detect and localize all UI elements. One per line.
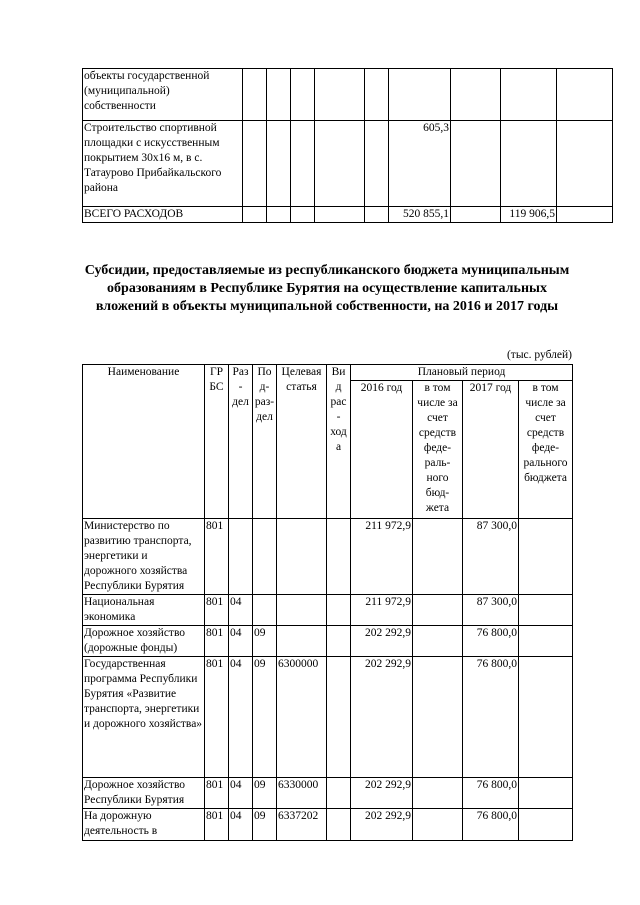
value-fed-2017 (557, 69, 613, 121)
value-fed-2017 (519, 809, 573, 841)
row-podrazdel: 09 (253, 626, 277, 657)
row-csr: 6337202 (277, 809, 327, 841)
header-razdel: Раз - дел (229, 365, 253, 519)
row-grbs: 801 (205, 519, 229, 595)
budget-table-continued (82, 68, 613, 223)
value-fed-2016 (413, 778, 463, 809)
row-csr: 6300000 (277, 657, 327, 778)
value-fed-2016 (413, 519, 463, 595)
row-csr (277, 519, 327, 595)
row-vr (327, 595, 351, 626)
value-fed-2017 (519, 626, 573, 657)
value-fed-2017 (519, 595, 573, 626)
value-fed-2017 (519, 657, 573, 778)
row-grbs: 801 (205, 595, 229, 626)
value-fed-2016 (451, 69, 501, 121)
row-podrazdel: 09 (253, 809, 277, 841)
value-2017: 76 800,0 (463, 626, 519, 657)
value-fed-2016 (413, 595, 463, 626)
value-fed-2016 (413, 809, 463, 841)
value-fed-2016 (451, 207, 501, 223)
value-2016: 520 855,1 (389, 207, 451, 223)
header-name: Наименование (83, 365, 205, 519)
value-2016: 202 292,9 (351, 626, 413, 657)
row-name: Дорожное хозяйство Республики Бурятия (83, 778, 205, 809)
row-vr (327, 778, 351, 809)
value-2016: 211 972,9 (351, 519, 413, 595)
row-name: Министерство по развитию транспорта, энергетики и дорожного хозяйства Республики Бурятия (83, 519, 205, 595)
value-fed-2017 (557, 207, 613, 223)
row-grbs: 801 (205, 809, 229, 841)
header-vr: Ви д рас - ход а (327, 365, 351, 519)
table-row (83, 657, 573, 778)
row-csr: 6330000 (277, 778, 327, 809)
table-row (83, 595, 573, 626)
row-name: Строительство спортивной площадки с искусственным покрытием 30х16 м, в с. Татаурово Прибайкальского района (83, 121, 243, 207)
row-podrazdel: 09 (253, 657, 277, 778)
value-fed-2017 (557, 121, 613, 207)
value-2016 (389, 69, 451, 121)
row-name: Национальная экономика (83, 595, 205, 626)
row-csr (277, 626, 327, 657)
value-2017: 76 800,0 (463, 778, 519, 809)
row-razdel: 04 (229, 657, 253, 778)
row-podrazdel (253, 595, 277, 626)
table-header-row (83, 365, 573, 381)
header-period: Плановый период (351, 365, 573, 381)
value-2017: 76 800,0 (463, 657, 519, 778)
row-podrazdel: 09 (253, 778, 277, 809)
header-fed-2017: в том числе за счет средств феде- рального бюджета (519, 381, 573, 519)
table-row (83, 809, 573, 841)
row-name: объекты государственной (муниципальной) собственности (83, 69, 243, 121)
value-2016: 202 292,9 (351, 657, 413, 778)
row-razdel (229, 519, 253, 595)
row-name: ВСЕГО РАСХОДОВ (83, 207, 243, 223)
value-2017: 87 300,0 (463, 519, 519, 595)
unit-label: (тыс. рублей) (506, 349, 572, 361)
value-fed-2016 (413, 657, 463, 778)
header-2017: 2017 год (463, 381, 519, 519)
row-razdel: 04 (229, 778, 253, 809)
header-fed-2016: в том числе за счет средств феде- раль- ного бюд- жета (413, 381, 463, 519)
row-name: На дорожную деятельность в (83, 809, 205, 841)
header-2016: 2016 год (351, 381, 413, 519)
table-row (83, 519, 573, 595)
row-csr (277, 595, 327, 626)
row-razdel: 04 (229, 595, 253, 626)
row-vr (327, 657, 351, 778)
value-2017 (501, 121, 557, 207)
row-vr (327, 519, 351, 595)
row-razdel: 04 (229, 809, 253, 841)
value-2017: 119 906,5 (501, 207, 557, 223)
value-fed-2016 (451, 121, 501, 207)
table-row (83, 121, 613, 207)
header-podrazdel: По д- раз- дел (253, 365, 277, 519)
value-2017: 76 800,0 (463, 809, 519, 841)
subsidies-table (82, 364, 573, 841)
value-2016: 605,3 (389, 121, 451, 207)
value-2017: 87 300,0 (463, 595, 519, 626)
table-row (83, 69, 613, 121)
row-vr (327, 809, 351, 841)
row-razdel: 04 (229, 626, 253, 657)
row-grbs: 801 (205, 657, 229, 778)
row-grbs: 801 (205, 626, 229, 657)
table-row-total (83, 207, 613, 223)
header-csr: Целевая статья (277, 365, 327, 519)
value-2016: 202 292,9 (351, 778, 413, 809)
table-row (83, 778, 573, 809)
row-podrazdel (253, 519, 277, 595)
value-fed-2017 (519, 519, 573, 595)
row-vr (327, 626, 351, 657)
value-fed-2016 (413, 626, 463, 657)
table-row (83, 626, 573, 657)
value-2016: 211 972,9 (351, 595, 413, 626)
value-fed-2017 (519, 778, 573, 809)
row-name: Дорожное хозяйство (дорожные фонды) (83, 626, 205, 657)
section-heading: Субсидии, предоставляемые из республиканского бюджета муниципальным образованиям в Республике Бурятия на осуществление капитальных вложений в объекты муниципальной собственности, на 2016 и 2017 годы (84, 263, 570, 314)
row-name: Государственная программа Республики Бурятия «Развитие транспорта, энергетики и дорожного хозяйства» (83, 657, 205, 778)
header-grbs: ГР БС (205, 365, 229, 519)
row-grbs: 801 (205, 778, 229, 809)
value-2017 (501, 69, 557, 121)
value-2016: 202 292,9 (351, 809, 413, 841)
